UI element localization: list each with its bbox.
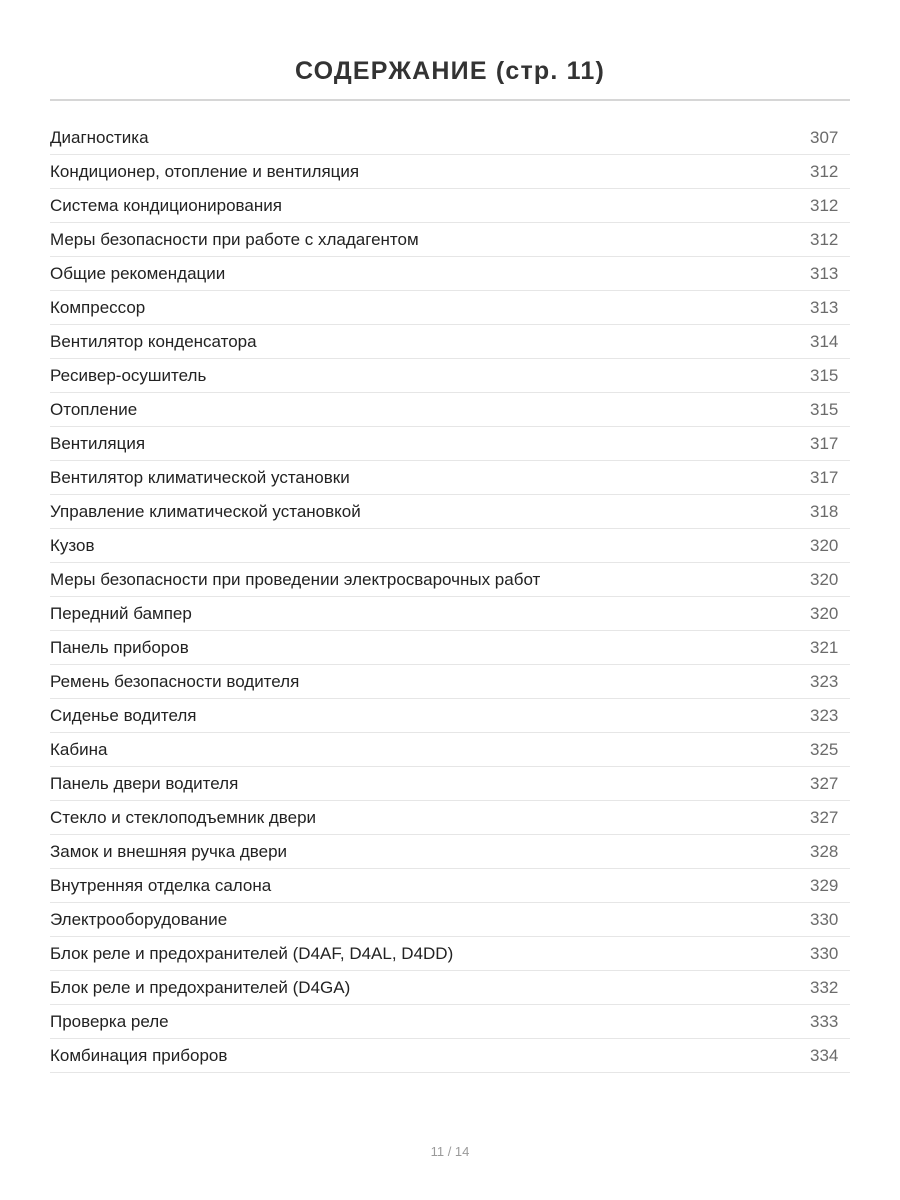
toc-entry-page-number: 312 — [810, 195, 839, 215]
toc-entry[interactable] — [50, 597, 850, 631]
toc-entry[interactable] — [50, 223, 850, 257]
toc-entry[interactable] — [50, 937, 850, 971]
toc-entry[interactable] — [50, 257, 850, 291]
toc-entry-title: Замок и внешняя ручка двери — [50, 841, 288, 861]
toc-entry-title: Диагностика — [50, 127, 149, 147]
toc-entry-page-number: 313 — [810, 263, 839, 283]
toc-entry[interactable] — [50, 767, 850, 801]
toc-entry-title: Компрессор — [50, 297, 146, 317]
toc-entry[interactable] — [50, 461, 850, 495]
toc-entry-page-number: 312 — [810, 161, 839, 181]
toc-entry[interactable] — [50, 835, 850, 869]
toc-entry-page-number: 328 — [810, 841, 839, 861]
toc-entry-title: Вентилятор климатической установки — [50, 467, 350, 487]
toc-entry-page-number: 320 — [810, 603, 839, 623]
toc-entry[interactable] — [50, 495, 850, 529]
toc-entry-page-number: 313 — [810, 297, 839, 317]
toc-list — [50, 121, 850, 1073]
toc-entry[interactable] — [50, 631, 850, 665]
toc-entry-title: Отопление — [50, 399, 138, 419]
toc-entry-page-number: 315 — [810, 365, 839, 385]
toc-entry[interactable] — [50, 427, 850, 461]
toc-entry[interactable] — [50, 1005, 850, 1039]
toc-entry-page-number: 314 — [810, 331, 839, 351]
toc-entry-title: Внутренняя отделка салона — [50, 875, 272, 895]
title-divider — [50, 99, 850, 101]
toc-entry[interactable] — [50, 699, 850, 733]
toc-entry-title: Ремень безопасности водителя — [50, 671, 300, 691]
toc-entry-title: Управление климатической установкой — [50, 501, 361, 521]
toc-entry-title: Общие рекомендации — [50, 263, 226, 283]
toc-entry-title: Электрооборудование — [50, 909, 228, 929]
toc-entry[interactable] — [50, 359, 850, 393]
toc-entry-title: Комбинация приборов — [50, 1045, 228, 1065]
toc-entry-page-number: 332 — [810, 977, 839, 997]
toc-entry-title: Кондиционер, отопление и вентиляция — [50, 161, 360, 181]
toc-entry-title: Меры безопасности при проведении электросварочных работ — [50, 569, 541, 589]
toc-entry[interactable] — [50, 393, 850, 427]
toc-entry-page-number: 323 — [810, 671, 839, 691]
toc-entry-title: Кузов — [50, 535, 95, 555]
toc-entry[interactable] — [50, 155, 850, 189]
toc-entry-page-number: 320 — [810, 535, 839, 555]
toc-entry-title: Панель приборов — [50, 637, 189, 657]
toc-entry[interactable] — [50, 733, 850, 767]
toc-entry-page-number: 317 — [810, 467, 839, 487]
toc-entry[interactable] — [50, 869, 850, 903]
toc-entry[interactable] — [50, 903, 850, 937]
toc-entry[interactable] — [50, 665, 850, 699]
page-title: СОДЕРЖАНИЕ (стр. 11) — [294, 56, 606, 85]
toc-entry-page-number: 320 — [810, 569, 839, 589]
toc-entry[interactable] — [50, 971, 850, 1005]
toc-entry[interactable] — [50, 121, 850, 155]
toc-entry-page-number: 327 — [810, 807, 839, 827]
toc-entry-title: Система кондиционирования — [50, 195, 282, 215]
toc-entry-page-number: 327 — [810, 773, 839, 793]
toc-entry-title: Блок реле и предохранителей (D4GA) — [50, 977, 351, 997]
toc-entry-title: Панель двери водителя — [50, 773, 239, 793]
toc-entry-page-number: 330 — [810, 909, 839, 929]
toc-entry[interactable] — [50, 563, 850, 597]
toc-entry-title: Вентиляция — [50, 433, 146, 453]
toc-entry[interactable] — [50, 1039, 850, 1073]
toc-entry-title: Ресивер-осушитель — [50, 365, 207, 385]
toc-entry-page-number: 312 — [810, 229, 839, 249]
toc-entry-page-number: 325 — [810, 739, 839, 759]
toc-entry-page-number: 334 — [810, 1045, 839, 1065]
toc-entry-page-number: 318 — [810, 501, 839, 521]
toc-entry-title: Кабина — [50, 739, 108, 759]
toc-entry-page-number: 307 — [810, 127, 839, 147]
toc-entry-page-number: 330 — [810, 943, 839, 963]
toc-entry[interactable] — [50, 291, 850, 325]
toc-entry-page-number: 323 — [810, 705, 839, 725]
toc-entry-page-number: 329 — [810, 875, 839, 895]
toc-entry-title: Сиденье водителя — [50, 705, 197, 725]
toc-entry-page-number: 333 — [810, 1011, 839, 1031]
toc-entry-title: Меры безопасности при работе с хладагентом — [50, 229, 419, 249]
toc-entry-title: Вентилятор конденсатора — [50, 331, 257, 351]
toc-entry-title: Передний бампер — [50, 603, 192, 623]
page-number: 11 / 14 — [430, 1144, 470, 1159]
toc-entry[interactable] — [50, 325, 850, 359]
toc-entry-page-number: 317 — [810, 433, 839, 453]
toc-entry-title: Блок реле и предохранителей (D4AF, D4AL, D4DD) — [50, 943, 454, 963]
toc-entry[interactable] — [50, 529, 850, 563]
toc-entry-page-number: 321 — [810, 637, 839, 657]
toc-entry-title: Проверка реле — [50, 1011, 169, 1031]
toc-entry-title: Стекло и стеклоподъемник двери — [50, 807, 317, 827]
toc-entry[interactable] — [50, 801, 850, 835]
toc-entry-page-number: 315 — [810, 399, 839, 419]
toc-entry[interactable] — [50, 189, 850, 223]
